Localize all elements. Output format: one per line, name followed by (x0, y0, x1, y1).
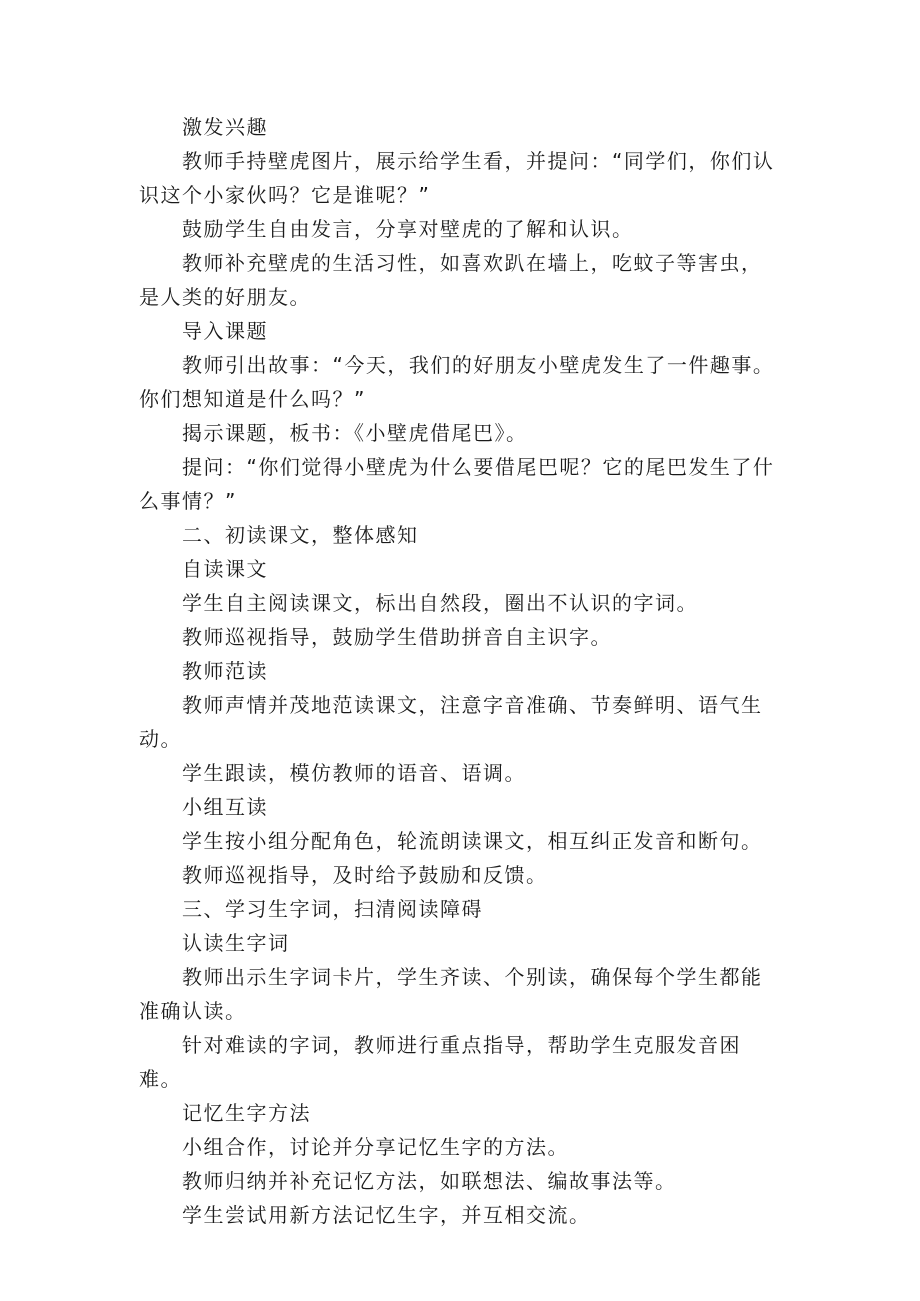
paragraph: 学生按小组分配角色，轮流朗读课文，相互纠正发音和断句。 (182, 829, 763, 853)
paragraph: 教师出示生字词卡片，学生齐读、个别读，确保每个学生都能准确认读。 (139, 965, 763, 1023)
paragraph: 揭示课题，板书：《小壁虎借尾巴》。 (182, 421, 528, 445)
paragraph: 针对难读的字词，教师进行重点指导，帮助学生克服发音困难。 (139, 1033, 741, 1091)
heading-self-reading: 自读课文 (182, 557, 268, 581)
heading-introduce-topic: 导入课题 (182, 319, 268, 343)
paragraph: 教师补充壁虎的生活习性，如喜欢趴在墙上，吃蚊子等害虫，是人类的好朋友。 (139, 251, 763, 309)
document-body (139, 110, 779, 1232)
paragraph: 学生自主阅读课文，标出自然段，圈出不认识的字词。 (182, 591, 698, 615)
paragraph: 小组合作，讨论并分享记忆生字的方法。 (182, 1135, 569, 1159)
heading-teacher-model-reading: 教师范读 (182, 659, 268, 683)
paragraph: 学生跟读，模仿教师的语音、语调。 (182, 761, 526, 785)
heading-group-reading: 小组互读 (182, 795, 268, 819)
paragraph: 提问：“你们觉得小壁虎为什么要借尾巴呢？它的尾巴发生了什么事情？” (139, 455, 775, 513)
paragraph: 鼓励学生自由发言，分享对壁虎的了解和认识。 (182, 217, 634, 241)
heading-motivate-interest: 激发兴趣 (182, 115, 268, 139)
heading-recognize-words: 认读生字词 (182, 931, 290, 955)
paragraph: 教师巡视指导，及时给予鼓励和反馈。 (182, 863, 548, 887)
paragraph-continuation: 你们想知道是什么吗？” (139, 387, 366, 411)
paragraph: 学生尝试用新方法记忆生字，并互相交流。 (182, 1203, 591, 1227)
section-heading-3: 三、学习生字词，扫清阅读障碍 (182, 897, 483, 921)
paragraph: 教师引出故事：“今天，我们的好朋友小壁虎发生了一件趣事。 (182, 353, 775, 377)
paragraph: 教师归纳并补充记忆方法，如联想法、编故事法等。 (182, 1169, 677, 1193)
paragraph: 教师巡视指导，鼓励学生借助拼音自主识字。 (182, 625, 612, 649)
section-heading-2: 二、初读课文，整体感知 (182, 523, 419, 547)
paragraph: 教师声情并茂地范读课文，注意字音准确、节奏鲜明、语气生动。 (139, 693, 763, 751)
heading-memory-methods: 记忆生字方法 (182, 1101, 311, 1125)
paragraph: 教师手持壁虎图片，展示给学生看，并提问：“同学们，你们认识这个小家伙吗？它是谁呢？” (139, 149, 775, 207)
